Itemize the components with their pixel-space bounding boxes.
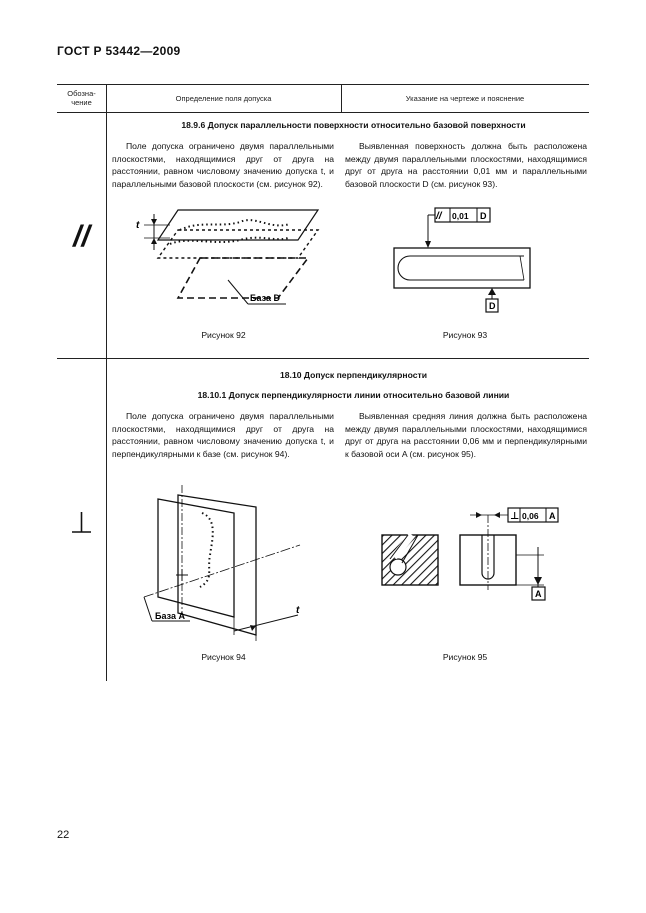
- frame-datum: D: [480, 211, 487, 221]
- part-slot: [398, 256, 524, 280]
- base-a-label: База A: [155, 611, 185, 621]
- frame95-value: 0,06: [522, 511, 539, 521]
- section1-indication-text: [345, 140, 587, 190]
- figure-93: [380, 200, 540, 320]
- caption-figure-92: Рисунок 92: [201, 330, 246, 340]
- header-indication: Указание на чертеже и пояснение: [405, 94, 525, 103]
- t-dim-line: [234, 615, 298, 631]
- t-arrow-lower: [151, 238, 157, 244]
- t-label: t: [136, 220, 140, 231]
- real-surface-curve-lower: [170, 238, 288, 244]
- arrow-left: [476, 512, 482, 518]
- frame-symbol: //: [436, 211, 442, 222]
- header-symbol-line2: чение: [71, 98, 92, 107]
- frame95-datum: A: [549, 511, 556, 521]
- section-title-parallelism: 18.9.6 Допуск параллельности поверхности относительно базовой поверхности: [181, 120, 526, 130]
- t-arrow-upper: [151, 219, 157, 225]
- part-outline: [394, 248, 530, 288]
- tolerance-plane-upper: [158, 210, 318, 240]
- tolerance-plane-front: [158, 499, 234, 617]
- t-arrow: [250, 625, 256, 631]
- t-label-94: t: [296, 605, 300, 616]
- real-surface-curve: [180, 220, 290, 230]
- table-header-bottom-border: [57, 112, 589, 113]
- figure-94: [130, 485, 315, 645]
- caption-figure-94: Рисунок 94: [201, 652, 246, 662]
- datum-triangle: [488, 288, 496, 295]
- perpendicularity-symbol-cell: [57, 508, 106, 538]
- figure-92: [130, 200, 330, 320]
- section-hole: [390, 559, 406, 575]
- caption-figure-93: Рисунок 93: [442, 330, 488, 340]
- column-divider-symbol: [106, 84, 107, 681]
- parallelism-symbol: //: [73, 220, 90, 253]
- frame-value: 0,01: [452, 211, 469, 221]
- base-plane-d: [178, 258, 308, 298]
- section1-indication-body: Выявленная поверхность должна быть расположена между двумя параллельными плоскостями, находящимися друг от друга на расстоянии 0,01 мм и параллельными базовой плоскости D (см. рисунок 93).: [345, 141, 587, 189]
- base-a-axis: [144, 545, 300, 597]
- row-divider: [57, 358, 589, 359]
- datum-letter-95: A: [535, 589, 542, 599]
- table-top-border: [57, 84, 589, 85]
- figure-95: [372, 495, 572, 610]
- section2-definition-body: Поле допуска ограничено двумя параллельными плоскостями, находящимися друг от друга на расстоянии, равном числовому значению допуска t, и перпендикулярными к базе (см. рисунок 94).: [112, 411, 334, 459]
- document-title: ГОСТ Р 53442—2009: [57, 44, 181, 58]
- tolerance-plane-rear: [178, 495, 256, 635]
- section2-indication-text: [345, 410, 587, 460]
- tolerance-plane-lower: [158, 230, 318, 258]
- base-d-label: База D: [250, 293, 280, 303]
- section1-definition-text: [112, 140, 334, 190]
- base-leader: [228, 280, 248, 304]
- section1-definition-body: Поле допуска ограничено двумя параллельными плоскостями, находящимися друг от друга на расстоянии, равном числовому значению допуска t, и параллельными базовой плоскости (см. рисунок 92).: [112, 141, 334, 189]
- datum-triangle-95: [534, 577, 542, 585]
- datum-letter: D: [489, 301, 496, 311]
- section-title-perpendicularity: 18.10 Допуск перпендикулярности: [280, 370, 427, 380]
- header-definition: Определение поля допуска: [175, 94, 272, 103]
- subsection-title-perpendicularity: 18.10.1 Допуск перпендикулярности линии относительно базовой линии: [197, 390, 510, 400]
- frame-leader-arrow: [425, 241, 431, 248]
- section2-indication-body: Выявленная средняя линия должна быть расположена между двумя параллельными плоскостями, находящимися друг от друга на расстоянии 0,06 мм и перпендикулярными к базовой оси A (см. рисунок 95).: [345, 411, 587, 459]
- section2-definition-text: [112, 410, 334, 460]
- perpendicularity-icon: [57, 508, 106, 538]
- page-number: 22: [57, 829, 70, 841]
- header-symbol-line1: Обозна-: [67, 89, 96, 98]
- base-a-leader: [144, 597, 152, 621]
- caption-figure-95: Рисунок 95: [442, 652, 488, 662]
- header-symbol-cell: [57, 89, 106, 107]
- frame95-symbol: ⊥: [510, 511, 520, 522]
- arrow-right: [494, 512, 500, 518]
- break-line: [520, 256, 524, 280]
